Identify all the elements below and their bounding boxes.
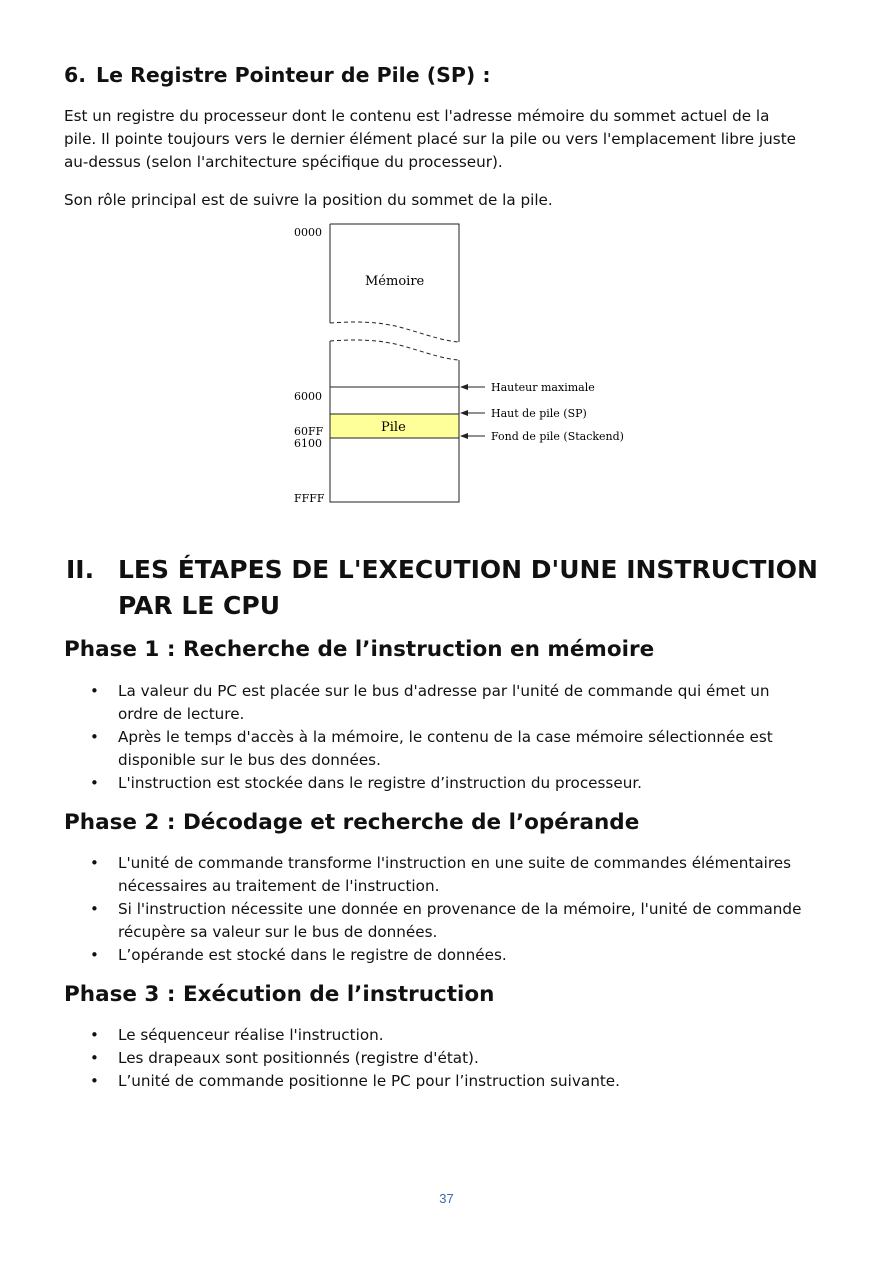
list-item xyxy=(0,1070,828,1093)
list-item xyxy=(0,772,828,795)
list-item-line: ordre de lecture. xyxy=(118,705,245,723)
list-item-line: disponible sur le bus des données. xyxy=(118,751,381,769)
phase-1-list xyxy=(0,680,893,795)
list-item xyxy=(0,1047,828,1070)
list-item-line: L’unité de commande positionne le PC pour l’instruction suivante. xyxy=(118,1072,620,1090)
list-item-line: L’opérande est stocké dans le registre de données. xyxy=(118,946,507,964)
section-number: 6. xyxy=(64,63,87,87)
section-title: Le Registre Pointeur de Pile (SP) : xyxy=(96,63,491,87)
list-item xyxy=(0,852,828,898)
phase-2-heading: Phase 2 : Décodage et recherche de l’opérande xyxy=(64,810,640,835)
list-item-line: Les drapeaux sont positionnés (registre d'état). xyxy=(118,1049,479,1067)
list-item-line: L'unité de commande transforme l'instruction en une suite de commandes élémentaires xyxy=(118,854,792,872)
stack-diagram-svg xyxy=(280,220,640,510)
stack-bottom-label: Fond de pile (Stackend) xyxy=(491,430,624,443)
max-height-arrow xyxy=(460,384,485,390)
bullet-icon: • xyxy=(90,774,99,792)
paragraph-line: pile. Il pointe toujours vers le dernier élément placé sur la pile ou vers l'emplacement libre juste xyxy=(64,130,797,148)
section-6-heading xyxy=(64,63,491,87)
phase-2-list xyxy=(0,852,893,967)
bullet-icon: • xyxy=(90,1049,99,1067)
list-item-line: Si l'instruction nécessite une donnée en provenance de la mémoire, l'unité de commande xyxy=(118,900,802,918)
stack-top-arrow xyxy=(460,410,485,416)
list-item-line: récupère sa valeur sur le bus de données. xyxy=(118,923,438,941)
max-height-label: Hauteur maximale xyxy=(491,381,595,394)
address-0000: 0000 xyxy=(294,226,322,239)
memory-break-bottom xyxy=(330,340,459,360)
stack-memory-diagram xyxy=(280,220,640,510)
stack-top-label: Haut de pile (SP) xyxy=(491,407,587,420)
list-item-line: La valeur du PC est placée sur le bus d'adresse par l'unité de commande qui émet un xyxy=(118,682,770,700)
phase-1-heading: Phase 1 : Recherche de l’instruction en mémoire xyxy=(64,637,655,662)
sp-role-paragraph: Son rôle principal est de suivre la position du sommet de la pile. xyxy=(64,191,553,209)
paragraph-line: Est un registre du processeur dont le contenu est l'adresse mémoire du sommet actuel de la xyxy=(64,107,770,125)
section-ii-title-line: LES ÉTAPES DE L'EXECUTION D'UNE INSTRUCTION xyxy=(118,555,818,584)
list-item xyxy=(0,680,828,726)
address-6100: 6100 xyxy=(294,437,322,450)
bullet-icon: • xyxy=(90,1026,99,1044)
list-item-line: Après le temps d'accès à la mémoire, le contenu de la case mémoire sélectionnée est xyxy=(118,728,773,746)
bullet-icon: • xyxy=(90,946,99,964)
list-item xyxy=(0,1024,828,1047)
bullet-icon: • xyxy=(90,728,99,746)
address-60ff: 60FF xyxy=(294,425,324,438)
bullet-icon: • xyxy=(90,1072,99,1090)
stack-bottom-arrow xyxy=(460,433,485,439)
address-ffff: FFFF xyxy=(294,492,325,505)
address-6000: 6000 xyxy=(294,390,322,403)
list-item-line: L'instruction est stockée dans le registre d’instruction du processeur. xyxy=(118,774,642,792)
section-ii-title xyxy=(118,552,838,624)
page-number: 37 xyxy=(439,1191,454,1206)
paragraph-line: au-dessus (selon l'architecture spécifique du processeur). xyxy=(64,153,503,171)
phase-3-list xyxy=(0,1024,893,1093)
list-item-line: Le séquenceur réalise l'instruction. xyxy=(118,1026,384,1044)
list-item xyxy=(0,944,828,967)
stack-label: Pile xyxy=(381,420,406,435)
section-roman-number: II. xyxy=(66,555,95,584)
bullet-icon: • xyxy=(90,900,99,918)
section-ii-title-line: PAR LE CPU xyxy=(118,591,281,620)
memory-break-top xyxy=(330,322,459,342)
phase-3-heading: Phase 3 : Exécution de l’instruction xyxy=(64,982,495,1007)
list-item xyxy=(0,726,828,772)
list-item xyxy=(0,898,828,944)
bullet-icon: • xyxy=(90,854,99,872)
memory-label: Mémoire xyxy=(365,274,425,289)
list-item-line: nécessaires au traitement de l'instruction. xyxy=(118,877,440,895)
sp-definition-paragraph xyxy=(64,105,839,174)
bullet-icon: • xyxy=(90,682,99,700)
